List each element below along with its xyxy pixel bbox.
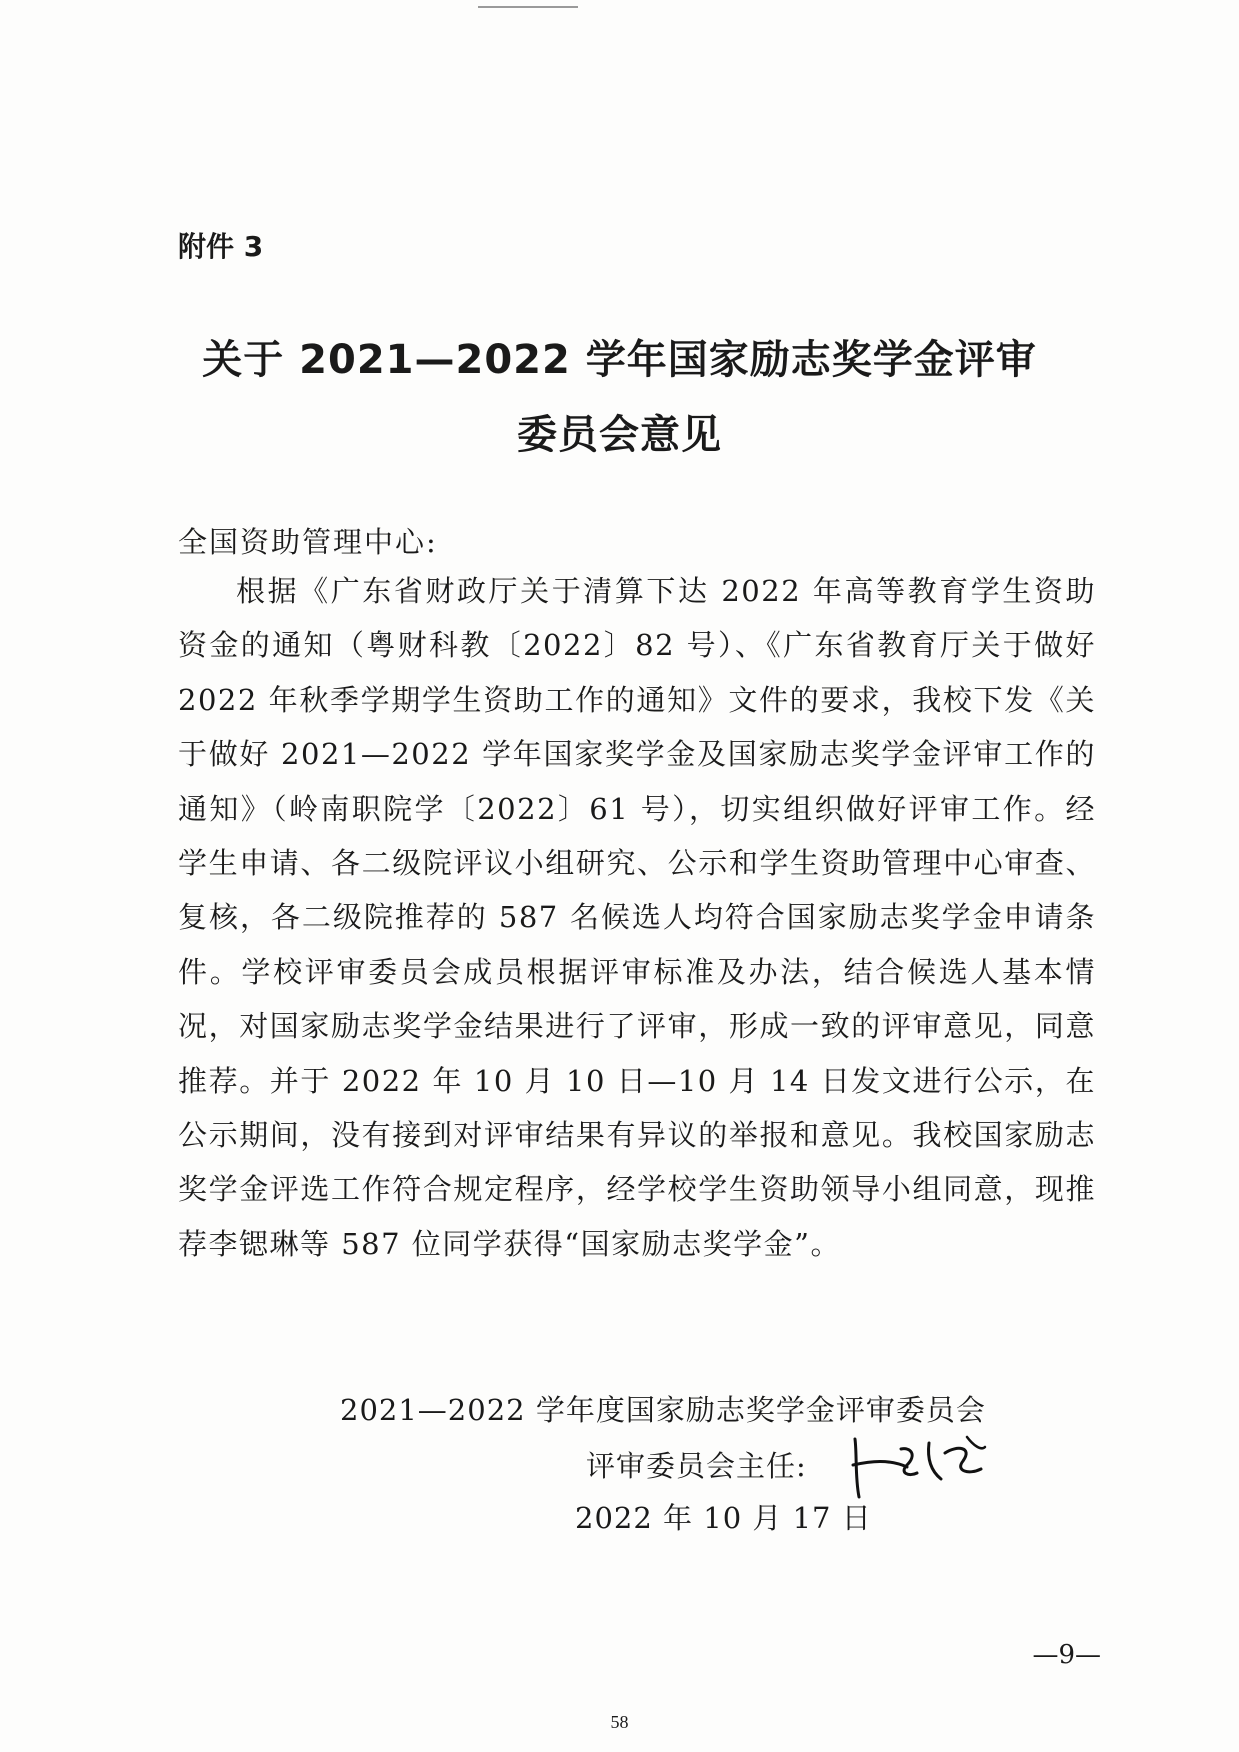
document-title-line-2: 委员会意见 xyxy=(517,412,722,458)
body-paragraph: 根据《广东省财政厅关于清算下达 2022 年高等教育学生资助资金的通知（粤财科教〔2022〕82 号）、《广东省教育厅关于做好 2022 年秋季学期学生资助工作的通知》文件的要求，我校下发《关于做好 2021—2022 学年国家奖学金及国家励志奖学金评审工作的通知》（岭南职院学〔2022〕61 号），切实组织做好评审工作。经学生申请、各二级院评议小组研究、公示和学生资助管理中心审查、复核，各二级院推荐的 587 名候选人均符合国家励志奖学金申请条件。学校评审委员会成员根据评审标准及办法，结合候选人基本情况，对国家励志奖学金结果进行了评审，形成一致的评审意见，同意推荐。并于 2022 年 10 月 10 日—10 月 14 日发文进行公示，在公示期间，没有接到对评审结果有异议的举报和意见。我校国家励志奖学金评选工作符合规定程序，经学校学生资助领导小组同意，现推荐李锶琳等 587 位同学获得“国家励志奖学金”。 xyxy=(178,574,1096,1261)
signing-date: 2022 年 10 月 17 日 xyxy=(575,1501,872,1535)
top-rule xyxy=(478,6,578,8)
attachment-label: 附件 3 xyxy=(178,230,264,263)
document-title-line-1: 关于 2021—2022 学年国家励志奖学金评审 xyxy=(202,337,1037,383)
body-text xyxy=(178,564,1096,1271)
salutation: 全国资助管理中心: xyxy=(178,525,438,559)
director-label: 评审委员会主任: xyxy=(586,1449,807,1483)
page-number-bottom: 58 xyxy=(610,1712,629,1732)
page-number: —9— xyxy=(1032,1640,1101,1670)
handwritten-signature xyxy=(845,1425,995,1500)
signing-organization: 2021—2022 学年度国家励志奖学金评审委员会 xyxy=(340,1393,986,1427)
